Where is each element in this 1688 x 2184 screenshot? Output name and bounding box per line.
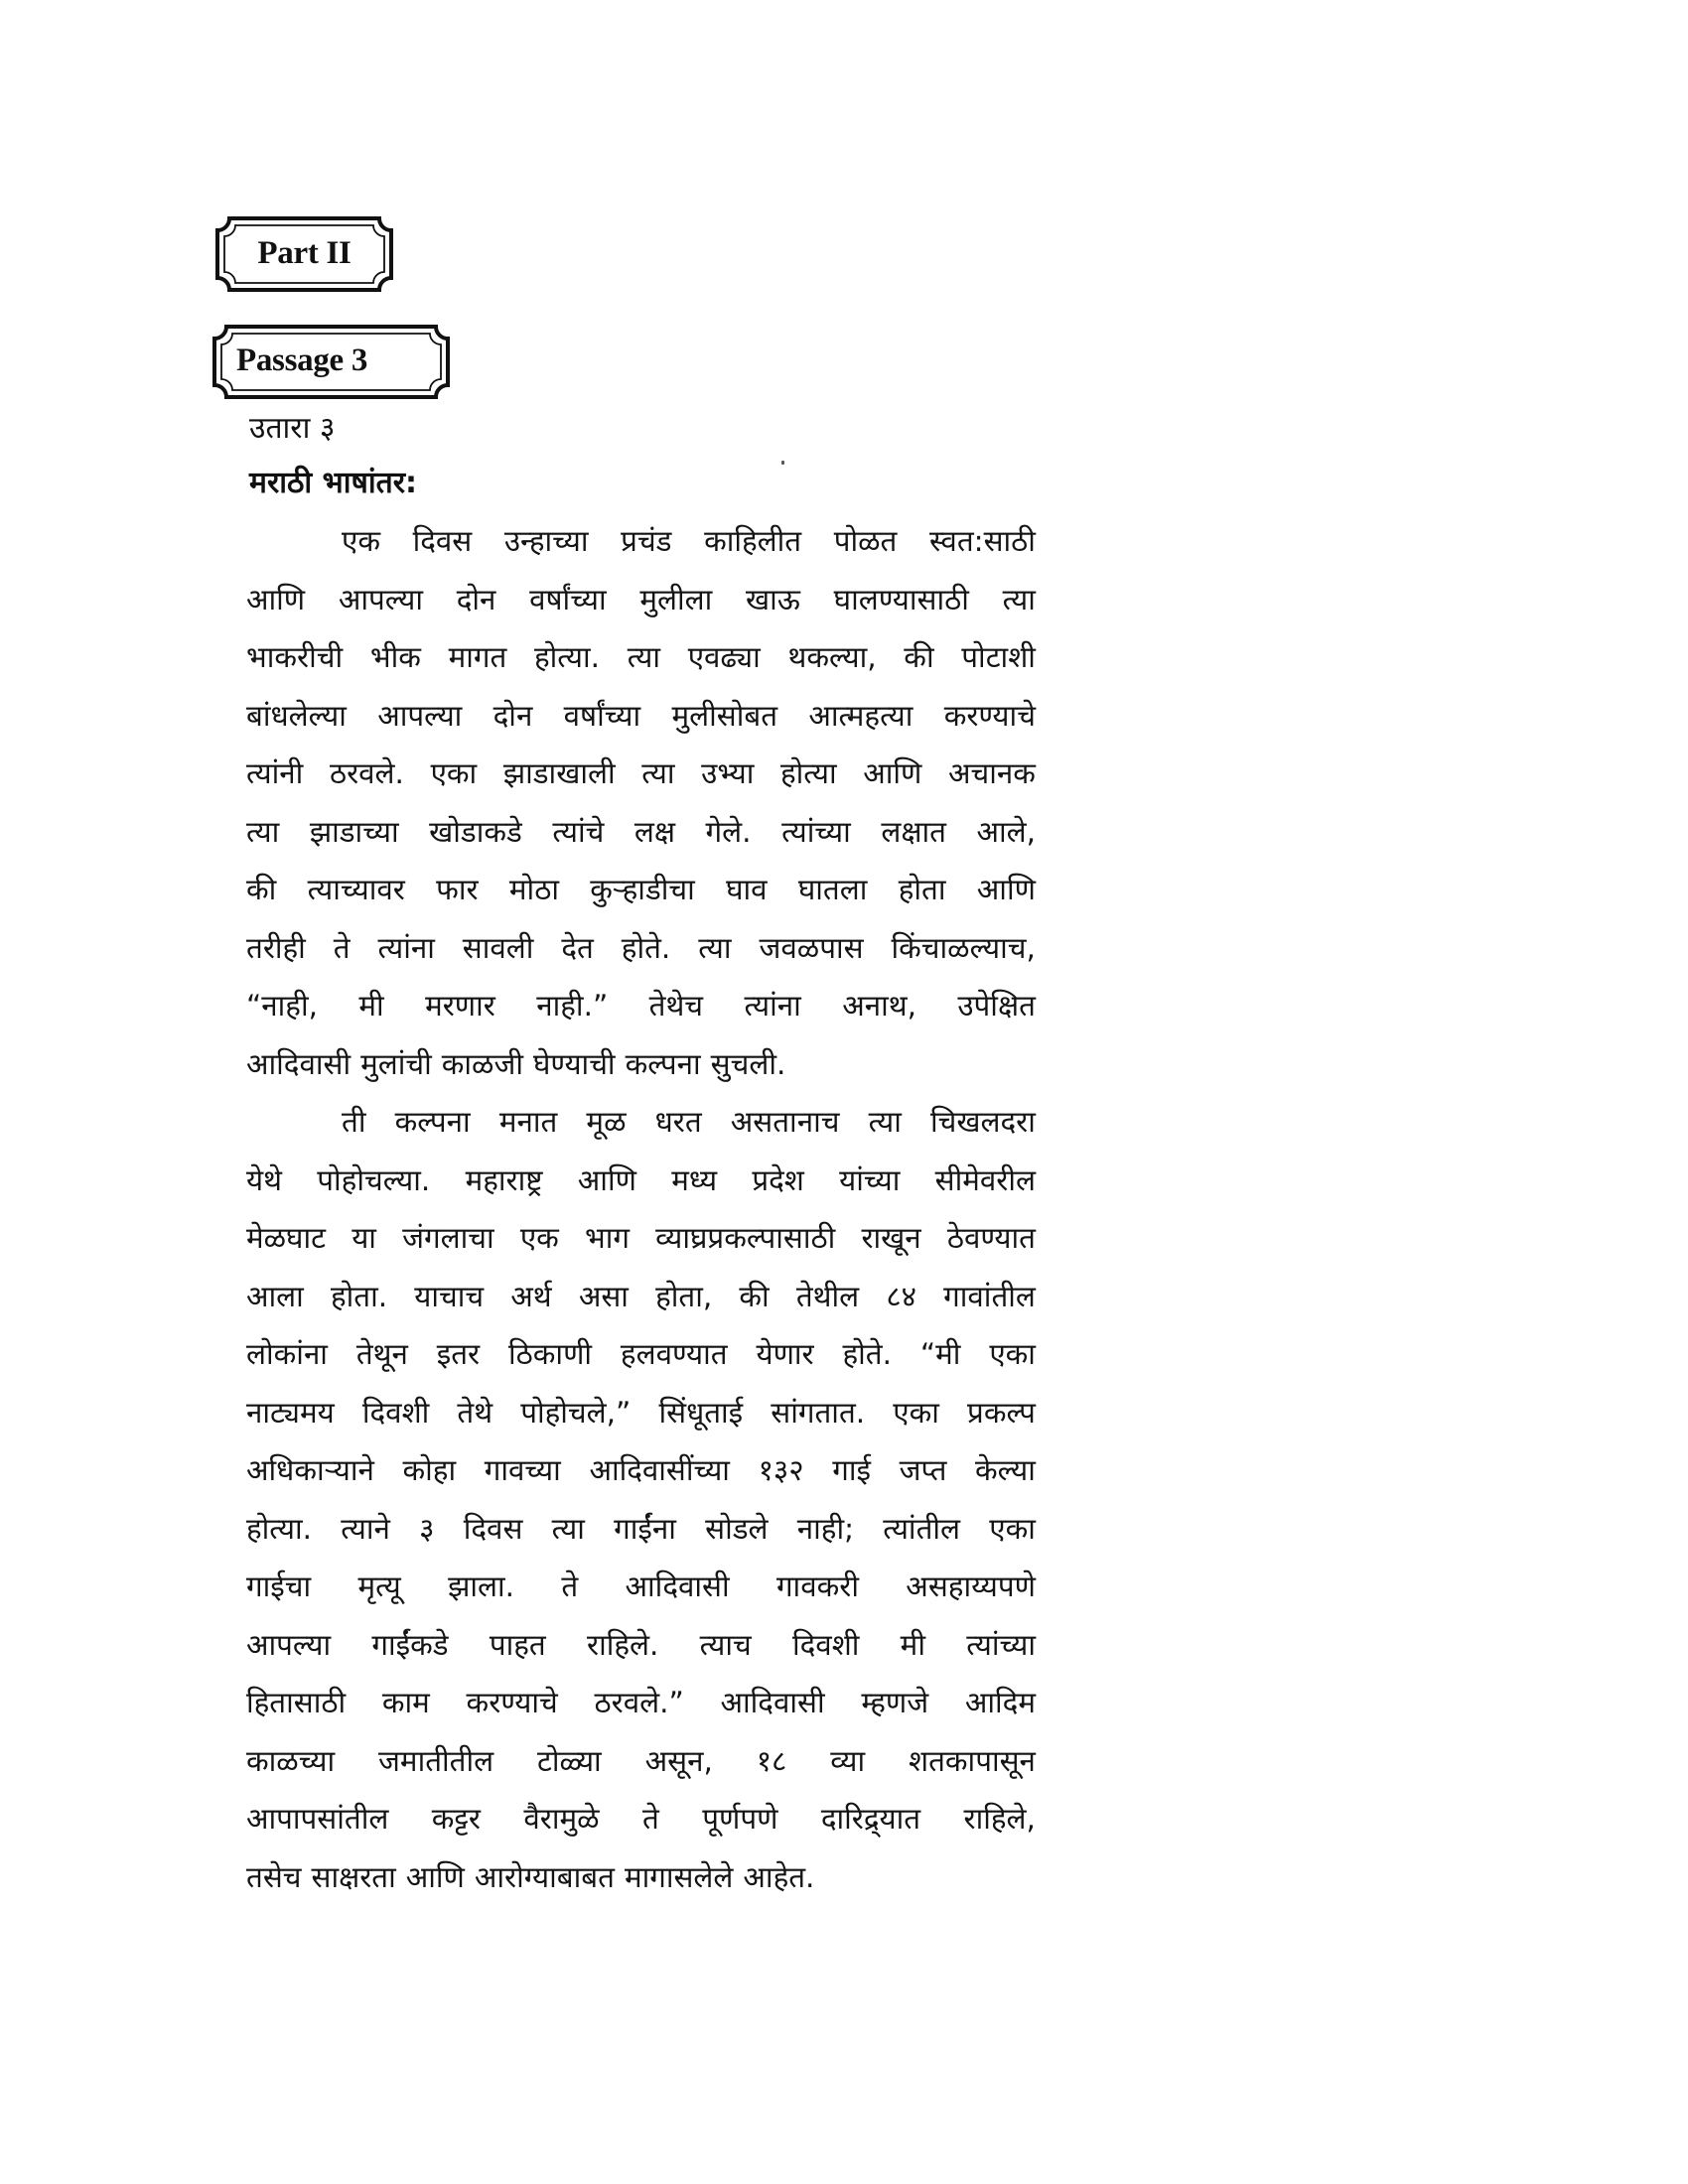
text-line [246,1035,1036,1094]
word: गावकरी [775,1570,859,1603]
word: त्याच्यावर [307,873,405,906]
word: झाडाखाली [502,756,616,790]
text-line [246,571,1036,629]
word: मागत [448,640,507,674]
word: प्रदेश [752,1162,804,1197]
text-line [246,1732,1036,1791]
text-line [246,687,1036,746]
word: सीमेवरील [934,1162,1036,1197]
word: तेथील [795,1279,860,1313]
word: यांच्या [839,1162,901,1197]
word: राहिले, [963,1802,1036,1836]
part-label: Part II [257,234,352,271]
word: सोडले [705,1511,769,1546]
word: आले, [976,814,1036,849]
word: गेले. [705,814,752,849]
word: तरीही [246,930,306,965]
word: अधिकाऱ्याने [246,1453,374,1487]
word: आहेत. [743,1859,815,1894]
word: तेथून [355,1337,408,1371]
text-line [246,1093,1036,1152]
word: आणि [577,1162,636,1197]
word: त्यांना [377,930,435,965]
word: याचाच [414,1279,485,1313]
word: वर्षांच्या [529,582,607,616]
word: उपेक्षित [957,989,1036,1023]
word: पोहोचले,” [520,1395,632,1430]
word: दिवस [412,524,473,558]
word: व्याघ्रप्रकल्पासाठी [655,1221,836,1255]
word: मी [900,1627,925,1662]
word: उभ्या [701,756,755,790]
word: गाईंकडे [371,1627,449,1662]
word: मी [358,989,384,1023]
word: घेण्याची [533,1046,616,1081]
translation-heading: मराठी भाषांतर: [249,466,417,500]
word: या [352,1221,376,1255]
text-line [246,1209,1036,1268]
word: होत्या. [246,1511,312,1546]
word: मनात [498,1105,558,1139]
word: होते. [842,1337,892,1371]
word: मेळघाट [246,1221,327,1255]
word: गाईंना [614,1511,676,1546]
text-line [246,1325,1036,1384]
word: मागासलेले [624,1859,734,1894]
passage-label: Passage 3 [236,342,368,378]
word: येणार [756,1337,814,1371]
word: की [739,1279,770,1313]
word: ३ [419,1511,435,1546]
word: त्या [698,930,732,965]
text-line [246,512,1036,571]
word: आत्महत्या [808,698,914,733]
word: दिवशी [791,1627,860,1662]
word: भाकरीची [246,640,344,674]
word: एका [989,1511,1036,1546]
word: सावली [462,930,534,965]
word: मूळ [586,1105,627,1139]
text-line [246,977,1036,1035]
word: त्या [627,640,661,674]
word: कुऱ्हाडीचा [590,873,695,906]
word: त्यांनी [246,756,304,790]
word: एका [430,756,478,790]
word: करण्याचे [466,1686,558,1719]
word: १८ [756,1743,787,1778]
word: मुलीला [639,582,713,616]
word: एका [989,1337,1036,1371]
word: गावांतील [943,1279,1036,1313]
word: गाई [832,1453,871,1487]
word: हलवण्यात [620,1337,728,1371]
word: ठरवले.” [594,1686,684,1719]
word: किंचाळल्याच, [891,930,1036,965]
word: ते [641,1802,659,1836]
part-heading-box [215,216,393,292]
word: होता, [655,1279,713,1313]
word: असतानाच [730,1105,840,1139]
word: त्यांतील [883,1511,961,1546]
word: आदिवासींच्या [589,1453,730,1487]
word: राखून [861,1221,921,1255]
word: एका [893,1395,939,1430]
word: मुलांची [360,1046,432,1081]
word: एक [519,1221,559,1255]
word: त्या [1002,582,1036,616]
word: त्या [246,814,280,849]
text-line [246,1441,1036,1500]
word: की [246,873,277,906]
word: भीक [369,640,421,674]
word: सांगतात. [771,1395,866,1430]
word: पोळत [833,524,898,558]
word: चिखलदरा [930,1105,1036,1139]
word: त्याच [699,1627,752,1662]
word: काम [381,1686,430,1719]
word: तेथेच [648,989,704,1023]
passage-subheading: उतारा ३ [249,411,336,446]
word: पूर्णपणे [702,1802,778,1836]
word: कट्टर [431,1802,481,1836]
word: आदिम [964,1686,1036,1719]
word: केल्या [975,1453,1036,1487]
word: आपल्या [338,582,423,616]
word: टोळ्या [537,1743,602,1778]
word: अर्थ [510,1279,552,1313]
word: कल्पना [625,1046,701,1081]
word: त्याने [341,1511,390,1546]
text-line [246,1558,1036,1616]
word: त्या [868,1105,902,1139]
word: “नाही, [246,989,318,1023]
word: मरणार [425,989,495,1023]
passage-heading-box [212,325,450,399]
word: त्यांच्या [781,814,851,849]
word: एवढ्या [687,640,761,674]
word: लक्ष [633,814,676,849]
word: आदिवासी [720,1686,825,1719]
word: ते [333,930,351,965]
word: वैरामुळे [523,1802,600,1836]
word: सुचली. [710,1046,786,1081]
word: तेथे [457,1395,493,1430]
word: ठेवण्यात [946,1221,1036,1255]
word: कल्पना [394,1105,471,1139]
text-line [246,1674,1036,1732]
word: मध्य [671,1162,718,1197]
word: दारिद्र्यात [820,1802,921,1836]
word: गावच्या [484,1453,561,1487]
word: अनाथ, [842,989,916,1023]
word: घालण्यासाठी [833,582,969,616]
word: भाग [584,1221,630,1255]
word: दोन [456,582,496,616]
word: पाहत [489,1627,546,1662]
word: दिवस [463,1511,523,1546]
text-line [246,861,1036,919]
word: प्रकल्प [967,1395,1036,1430]
word: त्या [641,756,675,790]
word: आणि [246,582,306,616]
word: खाऊ [746,582,800,616]
word: घातला [797,873,868,906]
scan-artifact [781,461,784,465]
word: लक्षात [881,814,946,849]
word: व्या [830,1743,866,1778]
word: दिवशी [361,1395,430,1430]
word: फार [436,873,479,906]
word: काहिलीत [704,524,802,558]
word: झाला. [448,1570,515,1603]
word: पोहोचल्या. [317,1162,431,1197]
word: काळजी [441,1046,523,1081]
word: नाट्यमय [246,1395,335,1430]
word: दोन [492,698,533,733]
text-line [246,1152,1036,1210]
word: घाव [726,873,768,906]
text-line [246,628,1036,687]
word: आपापसांतील [246,1802,389,1836]
word: असा [578,1279,629,1313]
word: ते [561,1570,579,1603]
word: बांधलेल्या [246,698,347,733]
text-line [246,919,1036,978]
word: शतकापासून [909,1743,1036,1778]
word: जमातीतील [378,1743,494,1778]
word: आणि [405,1859,465,1894]
word: मुलीसोबत [671,698,778,733]
word: हितासाठी [246,1686,347,1719]
word: त्या [551,1511,585,1546]
word: होता. [330,1279,388,1313]
word: देत [561,930,594,965]
text-line [246,1384,1036,1442]
word: होते. [621,930,671,965]
word: की [904,640,934,674]
word: अचानक [948,756,1036,790]
word: जवळपास [759,930,864,965]
word: असून, [644,1743,713,1778]
word: सिंधूताई [658,1395,744,1430]
word: कोहा [402,1453,457,1487]
word: येथे [246,1162,282,1197]
word: खोडाकडे [429,814,522,849]
word: स्वत:साठी [928,524,1036,558]
word: इतर [436,1337,481,1371]
word: जप्त [899,1453,947,1487]
word: ठरवले. [329,756,404,790]
text-line [246,1790,1036,1848]
word: असहाय्यपणे [906,1570,1036,1603]
word: त्यांचे [552,814,605,849]
word: मृत्यू [357,1570,401,1603]
word: राहिले. [587,1627,659,1662]
word: झाडाच्या [309,814,399,849]
word: १३२ [758,1453,804,1487]
word: धरत [654,1105,702,1139]
text-line [246,745,1036,803]
word: तसेच [246,1859,302,1894]
word: आरोग्याबाबत [474,1859,615,1894]
word: महाराष्ट्र [465,1162,543,1197]
word: “मी [919,1337,961,1371]
word: उन्हाच्या [503,524,589,558]
word: वर्षांच्या [563,698,641,733]
word: ती [342,1105,366,1139]
word: ठिकाणी [508,1337,593,1371]
word: नाही.” [536,989,609,1023]
word: होत्या [780,756,837,790]
word: होत्या. [534,640,600,674]
word: म्हणजे [861,1686,929,1719]
word: आपल्या [377,698,463,733]
word: आपल्या [246,1627,332,1662]
word: एक [342,524,380,558]
word: थकल्या, [787,640,877,674]
paragraph-1 [246,512,1036,1093]
word: ८४ [886,1279,916,1313]
word: आदिवासी [246,1046,352,1081]
word: पोटाशी [961,640,1036,674]
text-line [246,1616,1036,1675]
word: नाही; [796,1511,855,1546]
word: होता [898,873,946,906]
word: जंगलाचा [402,1221,494,1255]
text-line [246,1500,1036,1559]
word: साक्षरता [311,1859,396,1894]
text-line [246,803,1036,862]
word: आदिवासी [625,1570,730,1603]
text-line [246,1268,1036,1326]
word: प्रचंड [621,524,672,558]
word: आला [246,1279,304,1313]
word: मोठा [508,873,559,906]
word: लोकांना [246,1337,328,1371]
word: आणि [976,873,1036,906]
word: करण्याचे [943,698,1036,733]
word: काळच्या [246,1743,336,1778]
text-line [246,1848,1036,1907]
paragraph-2 [246,1093,1036,1906]
word: त्यांच्या [966,1627,1036,1662]
word: गाईचा [246,1570,312,1603]
word: आणि [863,756,922,790]
word: त्यांना [744,989,801,1023]
